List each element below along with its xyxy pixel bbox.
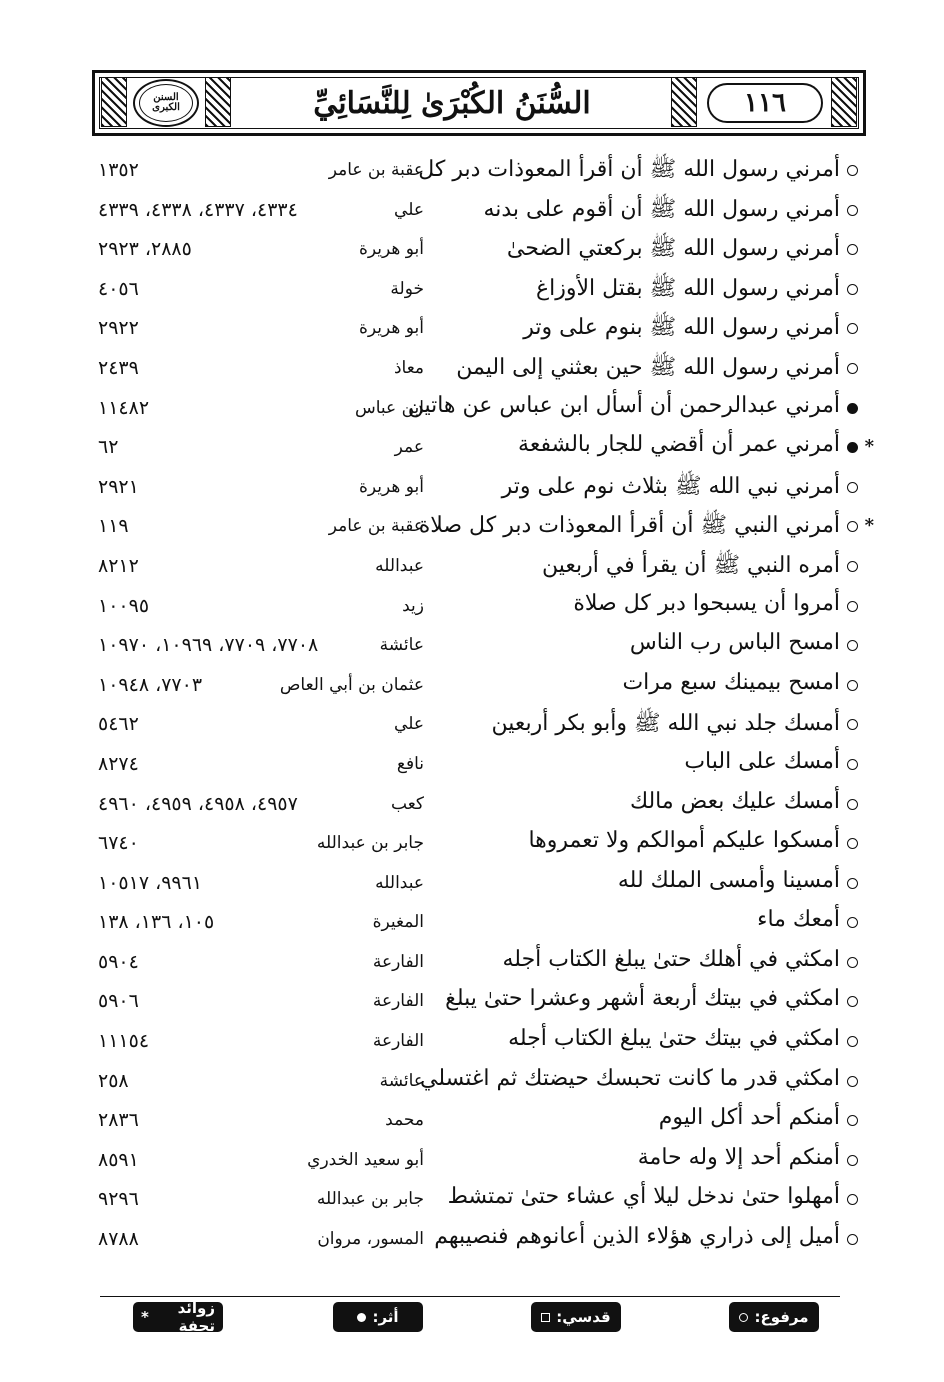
- index-entry-row: [0, 747, 944, 787]
- hadith-reference-numbers: ٥٤٦٢: [98, 713, 139, 736]
- hadith-index-list: [0, 153, 944, 1262]
- index-entry-row: [0, 549, 944, 589]
- narrator-name: ابن عباس: [354, 397, 424, 418]
- narrator-name: الفارعة: [372, 951, 424, 972]
- open-circle-icon: [847, 1155, 858, 1166]
- narrator-name: عائشة: [379, 635, 424, 656]
- open-circle-icon: [847, 244, 858, 255]
- open-circle-icon: [847, 838, 858, 849]
- legend-marfu: [729, 1302, 819, 1332]
- narrator-name: أبو هريرة: [358, 476, 424, 497]
- narrator-name: علي: [394, 714, 424, 735]
- narrator-name: عقبة بن عامر: [328, 516, 424, 537]
- hadith-reference-numbers: ١٠٠٩٥: [98, 594, 150, 617]
- narrator-name: خولة: [390, 278, 424, 299]
- index-entry-row: [0, 826, 944, 866]
- hadith-incipit: أمرني نبي الله ﷺ بثلاث نوم على وتر: [501, 473, 840, 499]
- hadith-reference-numbers: ١١١٥٤: [98, 1030, 150, 1053]
- open-circle-icon: [847, 1234, 858, 1245]
- hadith-incipit: أمسك على الباب: [684, 748, 840, 774]
- open-circle-icon: [847, 1194, 858, 1205]
- header-ornament-right-outer: [831, 77, 857, 127]
- hadith-incipit: أمرني رسول الله ﷺ بنوم على وتر: [523, 315, 840, 341]
- narrator-name: نافع: [396, 753, 424, 774]
- hadith-reference-numbers: ٧٧٠٨، ٧٧٠٩، ١٠٩٦٩، ١٠٩٧٠: [98, 634, 319, 657]
- legend-athar: [333, 1302, 423, 1332]
- hadith-reference-numbers: ١٠٥، ١٣٦، ١٣٨: [98, 911, 215, 934]
- header-ornament-right-inner: [671, 77, 697, 127]
- narrator-name: عمر: [394, 437, 424, 458]
- legend-qudsi: [531, 1302, 621, 1332]
- hadith-incipit: أمسينا وأمسى الملك لله: [617, 867, 840, 893]
- index-entry-row: [0, 311, 944, 351]
- hadith-reference-numbers: ٩٩٦١، ١٠٥١٧: [98, 871, 203, 894]
- hadith-incipit: أميل إلى ذراري هؤلاء الذين أعانوهم فنصيبهم: [434, 1224, 840, 1250]
- narrator-name: جابر بن عبدالله: [316, 833, 424, 854]
- legend-zawaid-label: زوائد تحفة: [177, 1299, 215, 1335]
- hadith-reference-numbers: ٢٨٨٥، ٢٩٢٣: [98, 238, 192, 261]
- book-logo-emblem: [133, 79, 199, 127]
- hadith-incipit: أمرني النبي ﷺ أن أقرأ المعوذات دبر كل صلاة: [418, 513, 840, 539]
- hadith-reference-numbers: ١١٩: [98, 515, 129, 538]
- hadith-incipit: أمرني رسول الله ﷺ بقتل الأوزاغ: [535, 275, 840, 301]
- legend-marfu-label: مرفوع:: [754, 1308, 809, 1326]
- open-circle-icon: [847, 1076, 858, 1087]
- open-circle-icon: [847, 719, 858, 730]
- hadith-reference-numbers: ٢٤٣٩: [98, 356, 139, 379]
- open-circle-icon: [847, 284, 858, 295]
- hadith-reference-numbers: ٤٣٣٤، ٤٣٣٧، ٤٣٣٨، ٤٣٣٩: [98, 198, 298, 221]
- narrator-name: عقبة بن عامر: [328, 160, 424, 180]
- hadith-incipit: امكثي في بيتك حتىٰ يبلغ الكتاب أجله: [508, 1026, 840, 1052]
- book-title: السُّنَنُ الكُبْرَىٰ لِلنَّسَائِيِّ: [313, 85, 591, 121]
- hadith-reference-numbers: ٥٩٠٦: [98, 990, 139, 1013]
- narrator-name: المغيرة: [372, 912, 424, 933]
- hadith-incipit: أمرني رسول الله ﷺ أن أقرأ المعوذات دبر كل: [418, 157, 840, 182]
- narrator-name: الفارعة: [372, 1031, 424, 1052]
- hadith-incipit: أمروا أن يسبحوا دبر كل صلاة: [573, 590, 840, 616]
- legend-qudsi-label: قدسي:: [556, 1308, 611, 1326]
- open-circle-icon: [847, 165, 858, 176]
- narrator-name: جابر بن عبدالله: [316, 1189, 424, 1210]
- hadith-incipit: أمرني عمر أن أقضي للجار بالشفعة: [518, 432, 840, 458]
- hadith-incipit: أمرني رسول الله ﷺ بركعتي الضحىٰ: [506, 236, 840, 262]
- index-entry-row: [0, 787, 944, 827]
- hadith-reference-numbers: ٢٨٣٦: [98, 1109, 139, 1132]
- index-entry-row: [0, 1182, 944, 1222]
- narrator-name: أبو سعيد الخدري: [307, 1149, 424, 1170]
- narrator-name: محمد: [385, 1110, 424, 1131]
- footer-rule: [100, 1296, 840, 1297]
- hadith-reference-numbers: ٦٢: [98, 436, 119, 459]
- narrator-name: زيد: [402, 595, 424, 616]
- narrator-name: المسور، مروان: [317, 1229, 424, 1250]
- hadith-incipit: امكثي في بيتك أربعة أشهر وعشرا حتىٰ يبلغ: [445, 986, 840, 1012]
- hadith-incipit: أمرني عبدالرحمن أن أسأل ابن عباس عن هاتين: [407, 392, 840, 418]
- header-ornament-left-outer: [101, 77, 127, 127]
- index-entry-row: [0, 391, 944, 431]
- index-entry-row: [0, 1103, 944, 1143]
- hadith-reference-numbers: ٢٩٢١: [98, 475, 139, 498]
- hadith-reference-numbers: ٢٥٨: [98, 1069, 129, 1092]
- running-header: [92, 70, 866, 136]
- open-circle-icon: [847, 759, 858, 770]
- index-entry-row: [0, 707, 944, 747]
- narrator-name: أبو هريرة: [358, 318, 424, 339]
- index-entry-row: [0, 866, 944, 906]
- hadith-reference-numbers: ٦٧٤٠: [98, 832, 139, 855]
- hadith-incipit: أمعك ماء: [757, 907, 840, 933]
- open-circle-icon: [847, 1036, 858, 1047]
- narrator-name: الفارعة: [372, 991, 424, 1012]
- hadith-reference-numbers: ٢٩٢٢: [98, 317, 139, 340]
- narrator-name: عثمان بن أبي العاص: [279, 674, 424, 695]
- hadith-reference-numbers: ٥٩٠٤: [98, 950, 139, 973]
- open-circle-icon: [847, 878, 858, 889]
- hadith-incipit: أمرني رسول الله ﷺ حين بعثني إلى اليمن: [456, 354, 840, 380]
- hadith-incipit: امسح بيمينك سبع مرات: [622, 669, 840, 695]
- hadith-reference-numbers: ٩٢٩٦: [98, 1188, 139, 1211]
- legend-athar-label: أثر:: [372, 1308, 399, 1326]
- open-circle-icon: [847, 561, 858, 572]
- hadith-incipit: أمهلوا حتىٰ ندخل ليلا أي عشاء حتىٰ تمتشط: [447, 1184, 840, 1210]
- index-entry-row: [0, 1064, 944, 1104]
- hadith-reference-numbers: ٤٠٥٦: [98, 277, 139, 300]
- narrator-name: عبدالله: [375, 872, 424, 893]
- index-entry-row: [0, 945, 944, 985]
- zawaid-asterisk-icon: *: [864, 436, 874, 458]
- open-circle-icon: [847, 1115, 858, 1126]
- hadith-incipit: أمسك جلد نبي الله ﷺ وأبو بكر أربعين: [491, 711, 840, 737]
- open-circle-icon: [739, 1313, 748, 1322]
- index-entry-row: [0, 351, 944, 391]
- open-circle-icon: [847, 363, 858, 374]
- hadith-incipit: أمسكوا عليكم أموالكم ولا تعمروها: [528, 828, 840, 854]
- legend-zawaid: [133, 1299, 223, 1335]
- open-circle-icon: [847, 482, 858, 493]
- page-number: ١١٦: [707, 83, 823, 123]
- index-entry-row: [0, 193, 944, 233]
- index-entry-row: [0, 509, 944, 549]
- hadith-reference-numbers: ٧٧٠٣، ١٠٩٤٨: [98, 673, 203, 696]
- index-entry-row: [0, 589, 944, 629]
- open-circle-icon: [847, 521, 858, 532]
- narrator-name: معاذ: [393, 357, 424, 378]
- index-entry-row: [0, 628, 944, 668]
- hadith-incipit: أمنكم أحد أكل اليوم: [658, 1105, 840, 1131]
- index-entry-row: [0, 1143, 944, 1183]
- hadith-incipit: أمرني رسول الله ﷺ أن أقوم على بدنه: [483, 196, 840, 222]
- open-circle-icon: [847, 601, 858, 612]
- index-entry-row: [0, 430, 944, 470]
- header-ornament-left-inner: [205, 77, 231, 127]
- book-logo-text: [139, 84, 193, 122]
- index-entry-row: [0, 1222, 944, 1262]
- narrator-name: كعب: [391, 793, 424, 814]
- open-circle-icon: [847, 957, 858, 968]
- filled-circle-icon: [847, 442, 858, 453]
- zawaid-asterisk-icon: *: [864, 515, 874, 537]
- open-circle-icon: [847, 640, 858, 651]
- book-logo-label: السنن الكبرى: [152, 92, 180, 113]
- hadith-reference-numbers: ١١٤٨٢: [98, 396, 150, 419]
- hadith-incipit: أمره النبي ﷺ أن يقرأ في أربعين: [541, 552, 840, 578]
- index-entry-row: [0, 1024, 944, 1064]
- hadith-reference-numbers: ٨٧٨٨: [98, 1228, 139, 1251]
- open-circle-icon: [847, 917, 858, 928]
- open-circle-icon: [847, 799, 858, 810]
- index-entry-row: [0, 272, 944, 312]
- asterisk-icon: *: [141, 1307, 149, 1326]
- index-entry-row: [0, 905, 944, 945]
- hadith-incipit: امكثي قدر ما كانت تحبسك حيضتك ثم اغتسلي: [420, 1065, 840, 1091]
- hadith-incipit: أمنكم أحد إلا وله حامة: [637, 1144, 840, 1170]
- hadith-incipit: امكثي في أهلك حتىٰ يبلغ الكتاب أجله: [502, 946, 840, 972]
- hadith-reference-numbers: ٨٥٩١: [98, 1148, 139, 1171]
- narrator-name: علي: [394, 199, 424, 220]
- hadith-incipit: أمسك عليك بعض مالك: [629, 788, 840, 814]
- index-entry-row: [0, 470, 944, 510]
- open-circle-icon: [847, 323, 858, 334]
- index-entry-row: [0, 153, 944, 193]
- filled-circle-icon: [847, 403, 858, 414]
- open-square-icon: [541, 1313, 550, 1322]
- narrator-name: عائشة: [379, 1070, 424, 1091]
- hadith-reference-numbers: ١٣٥٢: [98, 159, 139, 181]
- index-entry-row: [0, 668, 944, 708]
- narrator-name: أبو هريرة: [358, 239, 424, 260]
- index-entry-row: [0, 232, 944, 272]
- hadith-reference-numbers: ٤٩٥٧، ٤٩٥٨، ٤٩٥٩، ٤٩٦٠: [98, 792, 298, 815]
- index-entry-row: [0, 984, 944, 1024]
- open-circle-icon: [847, 996, 858, 1007]
- narrator-name: عبدالله: [375, 555, 424, 576]
- open-circle-icon: [847, 680, 858, 691]
- hadith-incipit: امسح الباس رب الناس: [629, 630, 840, 656]
- hadith-reference-numbers: ٨٢٧٤: [98, 752, 139, 775]
- filled-circle-icon: [357, 1313, 366, 1322]
- open-circle-icon: [847, 205, 858, 216]
- hadith-reference-numbers: ٨٢١٢: [98, 554, 139, 577]
